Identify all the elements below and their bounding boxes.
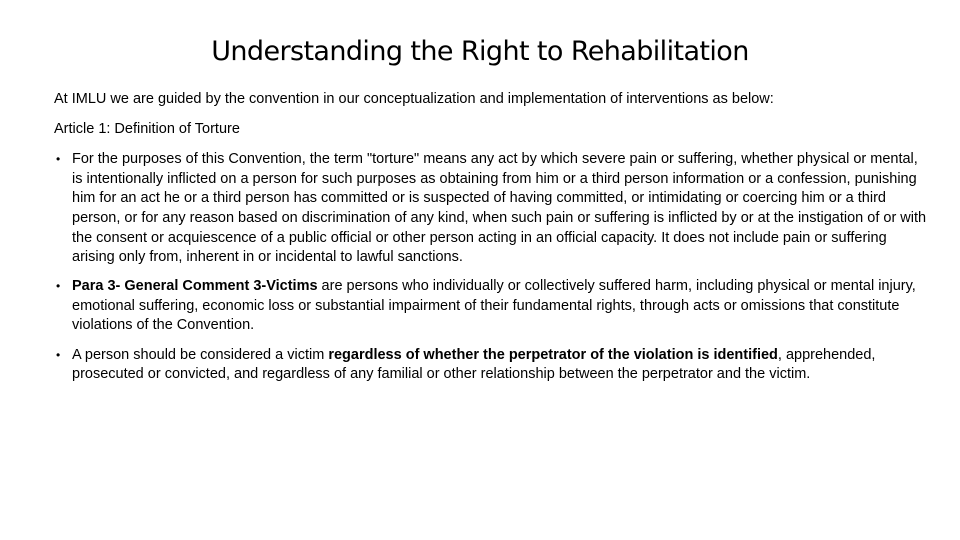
- bullet-icon: •: [56, 347, 61, 362]
- bullet-text: are persons who individually or collectively suffered harm, including physical or mental injury, emotional suffering, economic loss or substantial impairment of their fundamental rights, through acts or omissions that constitute violations of the Convention.: [72, 278, 916, 334]
- bullet-bold-text: regardless of whether the perpetrator of the violation is identified: [328, 346, 778, 363]
- slide-content: [54, 90, 928, 394]
- intro-paragraph: At IMLU we are guided by the convention in our conceptualization and implementation of interventions as below:: [54, 91, 774, 107]
- bullet-text-after: , apprehended, prosecuted or convicted, and regardless of any familial or other relationship between the perpetrator and the victim.: [72, 346, 876, 383]
- bullet-icon: •: [56, 279, 61, 294]
- bullet-text: For the purposes of this Convention, the term "torture" means any act by which severe pain or suffering, whether physical or mental, is intentionally inflicted on a person for such purposes as obtaining from him or a third person information or a confession, punishing him for an act he or a third person has committed or is suspected of having committed, or intimidating or coercing him or a third person, or for any reason based on discrimination of any kind, when such pain or suffering is inflicted by or at the instigation of or with the consent or acquiescence of a public official or other person acting in an official capacity. It does not include pain or suffering arising only from, inherent in or incidental to lawful sanctions.: [72, 151, 927, 266]
- bullet-icon: •: [56, 152, 61, 167]
- bullet-item-victim-regardless: [54, 346, 928, 385]
- slide-title: Understanding the Right to Rehabilitation: [211, 36, 749, 67]
- bullet-item-victims: [54, 277, 928, 336]
- bullet-list: [54, 150, 928, 385]
- bullet-text-before: A person should be considered a victim: [72, 346, 329, 363]
- bullet-bold-text: Para 3- General Comment 3-Victims: [72, 278, 318, 295]
- article-heading: Article 1: Definition of Torture: [54, 120, 240, 137]
- bullet-item-torture-definition: [54, 150, 928, 268]
